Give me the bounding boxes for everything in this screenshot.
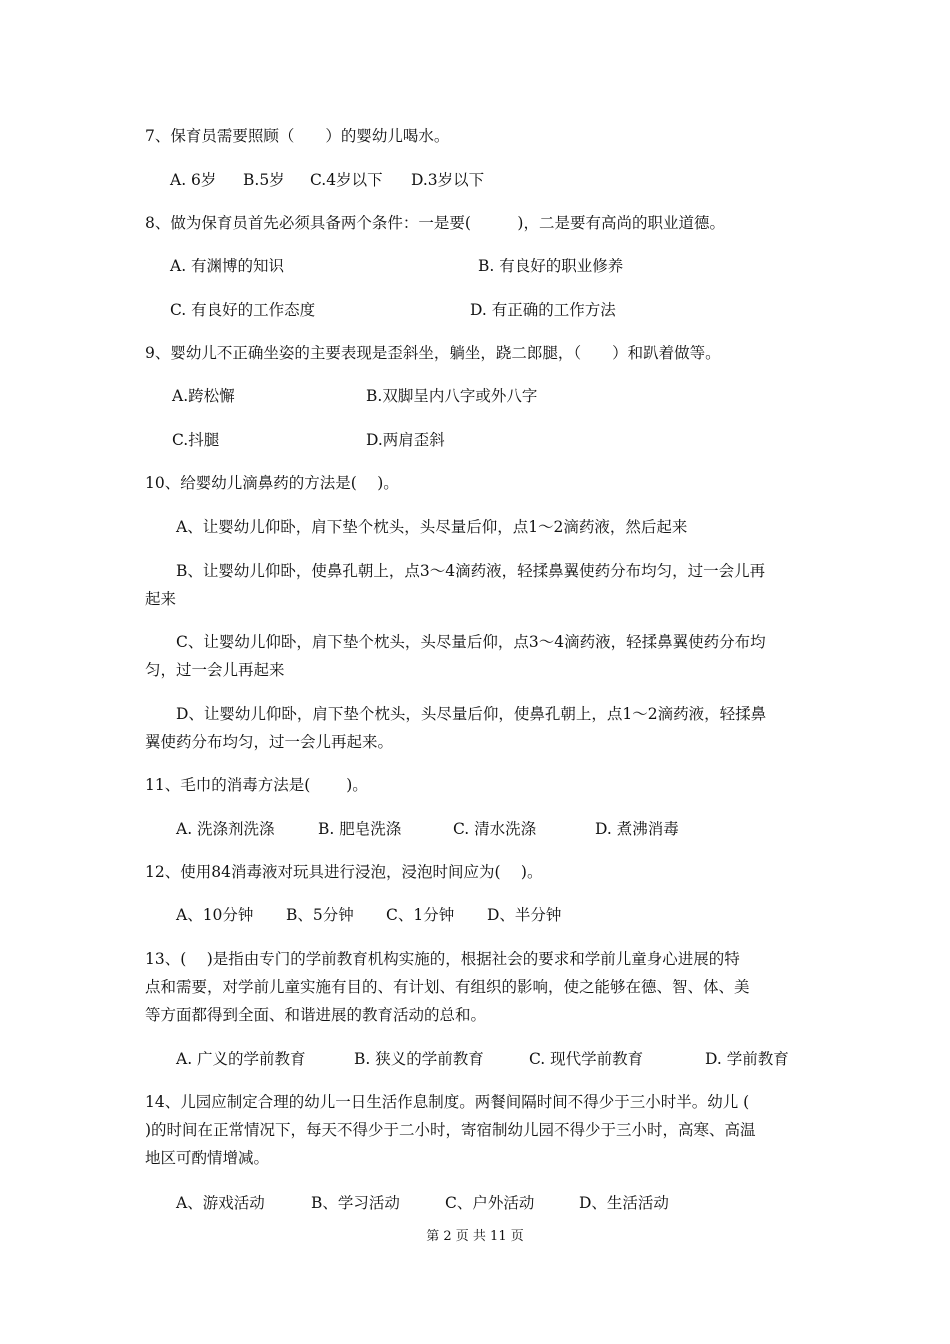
question-10-stem: 10、给婴幼儿滴鼻药的方法是( )。 [145,474,399,492]
question-9-stem: 9、婴幼儿不正确坐姿的主要表现是歪斜坐，躺坐，跷二郎腿，（ ）和趴着做等。 [145,344,721,362]
q7-option-a: A. 6岁 [170,171,217,189]
q11-option-b: B. 肥皂洗涤 [318,820,402,838]
question-12-stem: 12、使用84消毒液对玩具进行浸泡，浸泡时间应为( )。 [145,863,543,881]
page-number-footer: 第 2 页 共 11 页 [426,1229,524,1244]
q13-option-a: A. 广义的学前教育 [176,1050,306,1068]
q7-option-b: B.5岁 [243,171,285,189]
q13-option-b: B. 狭义的学前教育 [354,1050,484,1068]
q12-option-b: B、5分钟 [286,906,354,924]
q10-option-b-line2: 起来 [145,590,177,608]
q14-option-b: B、学习活动 [311,1194,400,1212]
q8-option-d: D. 有正确的工作方法 [470,301,616,319]
q10-option-b-line1: B、让婴幼儿仰卧，使鼻孔朝上，点3～4滴药液，轻揉鼻翼使药分布均匀，过一会儿再 [176,562,766,580]
q10-option-c-line2: 匀，过一会儿再起来 [145,661,285,679]
q8-option-a: A. 有渊博的知识 [170,257,285,275]
q10-option-c-line1: C、让婴幼儿仰卧，肩下垫个枕头，头尽量后仰，点3～4滴药液，轻揉鼻翼使药分布均 [176,633,766,651]
question-8-stem: 8、做为保育员首先必须具备两个条件：一是要( )，二是要有高尚的职业道德。 [145,214,725,232]
q8-option-c: C. 有良好的工作态度 [170,301,316,319]
q11-option-d: D. 煮沸消毒 [595,820,679,838]
q14-option-d: D、生活活动 [579,1194,669,1212]
q9-option-c: C.抖腿 [172,431,220,449]
q10-option-a: A、让婴幼儿仰卧，肩下垫个枕头，头尽量后仰，点1～2滴药液，然后起来 [176,518,688,536]
q12-option-d: D、半分钟 [487,906,562,924]
q11-option-c: C. 清水洗涤 [453,820,537,838]
q9-option-b: B.双脚呈内八字或外八字 [366,387,538,405]
q7-option-d: D.3岁以下 [411,171,485,189]
q14-option-a: A、游戏活动 [176,1194,265,1212]
question-13-stem-line1: 13、( )是指由专门的学前教育机构实施的，根据社会的要求和学前儿童身心进展的特 [145,950,740,968]
question-7-stem: 7、保育员需要照顾（ ）的婴幼儿喝水。 [145,127,450,145]
question-13-stem-line2: 点和需要，对学前儿童实施有目的、有计划、有组织的影响，使之能够在德、智、体、美 [145,978,750,996]
q11-option-a: A. 洗涤剂洗涤 [176,820,275,838]
q13-option-d: D. 学前教育 [705,1050,789,1068]
q10-option-d-line2: 翼使药分布均匀，过一会儿再起来。 [145,733,394,751]
q8-option-b: B. 有良好的职业修养 [478,257,624,275]
question-13-stem-line3: 等方面都得到全面、和谐进展的教育活动的总和。 [145,1006,487,1024]
question-14-stem-line3: 地区可酌情增减。 [145,1149,270,1167]
q13-option-c: C. 现代学前教育 [529,1050,644,1068]
q9-option-a: A.跨松懈 [172,387,235,405]
q14-option-c: C、户外活动 [445,1194,535,1212]
question-14-stem-line2: )的时间在正常情况下，每天不得少于二小时，寄宿制幼儿园不得少于三小时，高寒、高温 [145,1121,756,1139]
question-11-stem: 11、毛巾的消毒方法是( )。 [145,776,368,794]
q12-option-c: C、1分钟 [386,906,455,924]
q10-option-d-line1: D、让婴幼儿仰卧，肩下垫个枕头，头尽量后仰，使鼻孔朝上，点1～2滴药液，轻揉鼻 [176,705,767,723]
q7-option-c: C.4岁以下 [310,171,383,189]
q12-option-a: A、10分钟 [176,906,254,924]
q9-option-d: D.两肩歪斜 [366,431,445,449]
question-14-stem-line1: 14、儿园应制定合理的幼儿一日生活作息制度。两餐间隔时间不得少于三小时半。幼儿 ( [145,1093,750,1111]
